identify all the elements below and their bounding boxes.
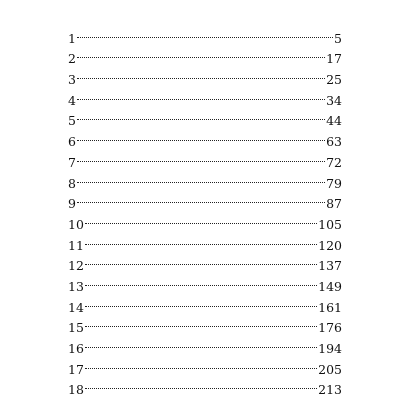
toc-chapter-number: 3 [68,72,76,88]
toc-entry [68,125,342,150]
toc-chapter-number: 16 [68,341,84,356]
toc-dot-leader [85,374,317,395]
toc-entry [68,374,342,398]
toc-entry [68,43,342,67]
toc-chapter-number: 13 [68,278,84,294]
toc-entry [68,146,342,170]
toc-page-number: 25 [326,72,342,88]
toc-page-number: 120 [318,237,342,253]
toc-entry [68,63,342,88]
toc-chapter-number: 7 [68,154,76,170]
toc-page-number: 5 [334,30,342,46]
toc-entry [68,229,342,253]
toc-dot-leader [77,146,325,167]
toc-page-number: 34 [326,92,342,108]
toc-page-number: 194 [318,341,342,356]
toc-dot-leader [85,270,317,291]
toc-page-number: 72 [326,154,342,170]
toc-dot-leader [85,312,317,333]
toc-chapter-number: 2 [68,51,76,67]
toc-dot-leader [77,125,325,146]
toc-dot-leader [77,43,325,64]
toc-dot-leader [77,188,325,209]
toc-entry [68,332,342,356]
toc-dot-leader [77,22,333,43]
toc-chapter-number: 14 [68,299,84,315]
toc-chapter-number: 1 [68,30,76,46]
table-of-contents [68,22,342,398]
toc-entry [68,167,342,191]
toc-chapter-number: 5 [68,113,76,129]
toc-chapter-number: 9 [68,196,76,212]
toc-chapter-number: 15 [68,320,84,336]
toc-dot-leader [77,63,325,84]
toc-page-number: 176 [318,320,342,336]
toc-page-number: 44 [326,113,342,129]
toc-chapter-number: 11 [68,237,84,253]
toc-chapter-number: 17 [68,361,84,377]
toc-chapter-number: 10 [68,216,84,232]
toc-dot-leader [85,291,317,312]
toc-page-number: 149 [318,278,342,294]
toc-entry [68,105,342,129]
toc-page-number: 79 [326,175,342,191]
toc-entry [68,208,342,232]
toc-dot-leader [85,332,317,353]
toc-chapter-number: 6 [68,134,76,150]
toc-entry [68,84,342,108]
toc-entry [68,22,342,46]
toc-entry [68,353,342,377]
toc-page-number: 87 [326,196,342,212]
toc-page-number: 137 [318,258,342,274]
toc-page-number: 161 [318,299,342,315]
toc-entry [68,250,342,274]
toc-chapter-number: 12 [68,258,84,274]
toc-entry [68,188,342,212]
toc-dot-leader [77,84,325,105]
toc-page-number: 63 [326,134,342,150]
toc-dot-leader [85,208,317,229]
toc-chapter-number: 4 [68,92,76,108]
toc-dot-leader [77,167,325,188]
toc-chapter-number: 18 [68,382,84,398]
toc-entry [68,291,342,315]
toc-dot-leader [85,353,317,374]
toc-page-number: 205 [318,361,342,377]
toc-chapter-number: 8 [68,175,76,191]
toc-page-number: 17 [326,51,342,67]
toc-page-number: 105 [318,216,342,232]
toc-dot-leader [85,250,317,271]
toc-dot-leader [85,229,317,250]
toc-page-number: 213 [318,382,342,398]
toc-entry [68,270,342,294]
toc-entry [68,312,342,336]
toc-dot-leader [77,105,325,126]
